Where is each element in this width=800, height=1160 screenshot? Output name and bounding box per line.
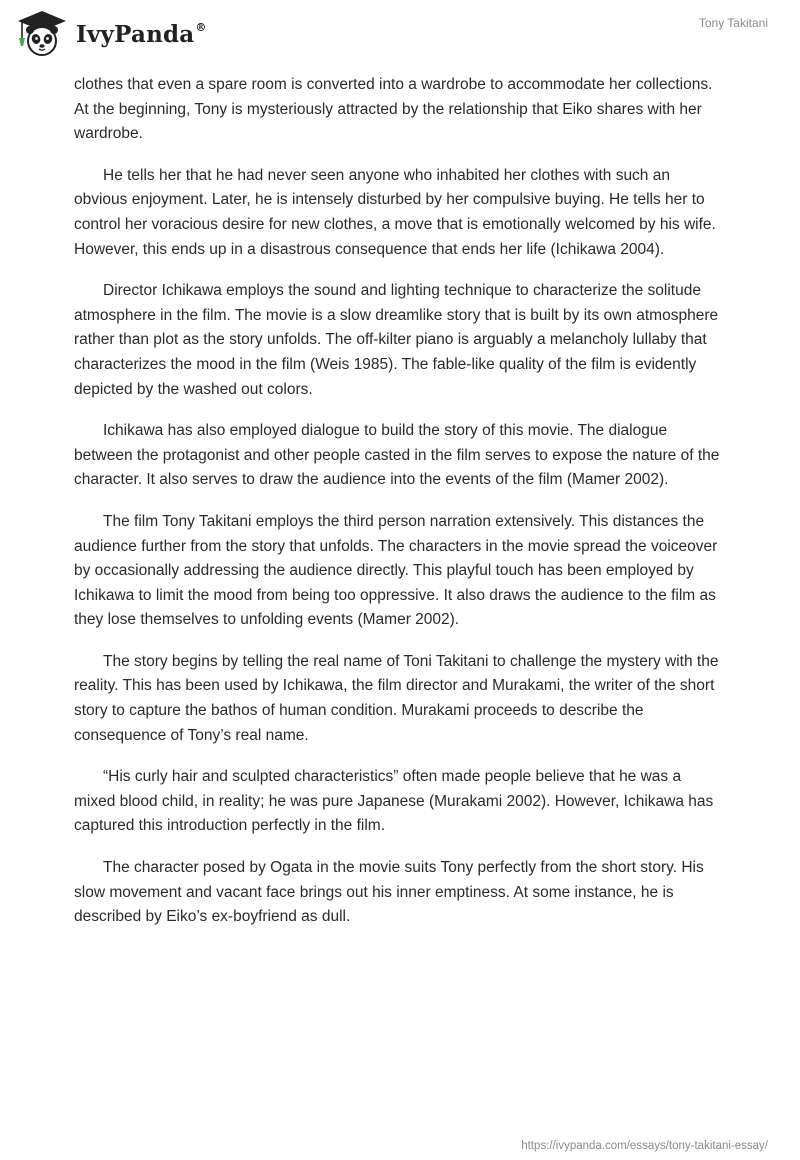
source-url[interactable]: https://ivypanda.com/essays/tony-takitani-essay/ <box>521 1140 768 1152</box>
paragraph: He tells her that he had never seen anyone who inhabited her clothes with such an obvious enjoyment. Later, he is intensely disturbed by her compulsive buying. He tells her to control her voracious desire for new clothes, a move that is emotionally welcomed by his wife. However, this ends up in a disastrous consequence that ends her life (Ichikawa 2004). <box>74 166 716 258</box>
paragraph: Director Ichikawa employs the sound and lighting technique to characterize the solitude atmosphere in the film. The movie is a slow dreamlike story that is built by its own atmosphere rather than plot as the story unfolds. The off-kilter piano is arguably a melancholy lullaby that characterizes the mood in the film (Weis 1985). The fable-like quality of the film is evidently depicted by the washed out colors. <box>74 282 719 398</box>
paragraph: The story begins by telling the real name of Toni Takitani to challenge the mystery with the reality. This has been used by Ichikawa, the film director and Murakami, the writer of the short story to capture the bathos of human condition. Murakami proceeds to describe the consequence of Tony’s real name. <box>74 652 719 744</box>
paragraph: The film Tony Takitani employs the third person narration extensively. This distances the audience further from the story that unfolds. The characters in the movie spread the voiceover by occasionally addressing the audience directly. This playful touch has been employed by Ichikawa to limit the mood from being too oppressive. It also draws the audience to the film as they lose themselves to unfolding events (Mamer 2002). <box>74 512 718 629</box>
ivypanda-logo[interactable] <box>14 8 207 58</box>
logo-wordmark: IvyPanda® <box>76 20 207 48</box>
paragraph: clothes that even a spare room is converted into a wardrobe to accommodate her collections. At the beginning, Tony is mysteriously attracted by the relationship that Eiko shares with her wardrobe. <box>74 76 713 143</box>
page-header <box>0 0 800 70</box>
registered-mark: ® <box>195 20 207 34</box>
paragraph: The character posed by Ogata in the movie suits Tony perfectly from the short story. His slow movement and vacant face brings out his inner emptiness. At some instance, he is described by Eiko’s ex-boyfriend as dull. <box>74 859 704 926</box>
essay-body <box>74 73 726 947</box>
paragraph: Ichikawa has also employed dialogue to build the story of this movie. The dialogue between the protagonist and other people casted in the film serves to expose the nature of the character. It also serves to draw the audience into the events of the film (Mamer 2002). <box>74 422 720 489</box>
paragraph: “His curly hair and sculpted characteristics” often made people believe that he was a mixed blood child, in reality; he was pure Japanese (Murakami 2002). However, Ichikawa has captured this introduction perfectly in the film. <box>74 768 714 835</box>
document-title: Tony Takitani <box>698 16 768 30</box>
panda-graduate-icon <box>14 8 70 58</box>
